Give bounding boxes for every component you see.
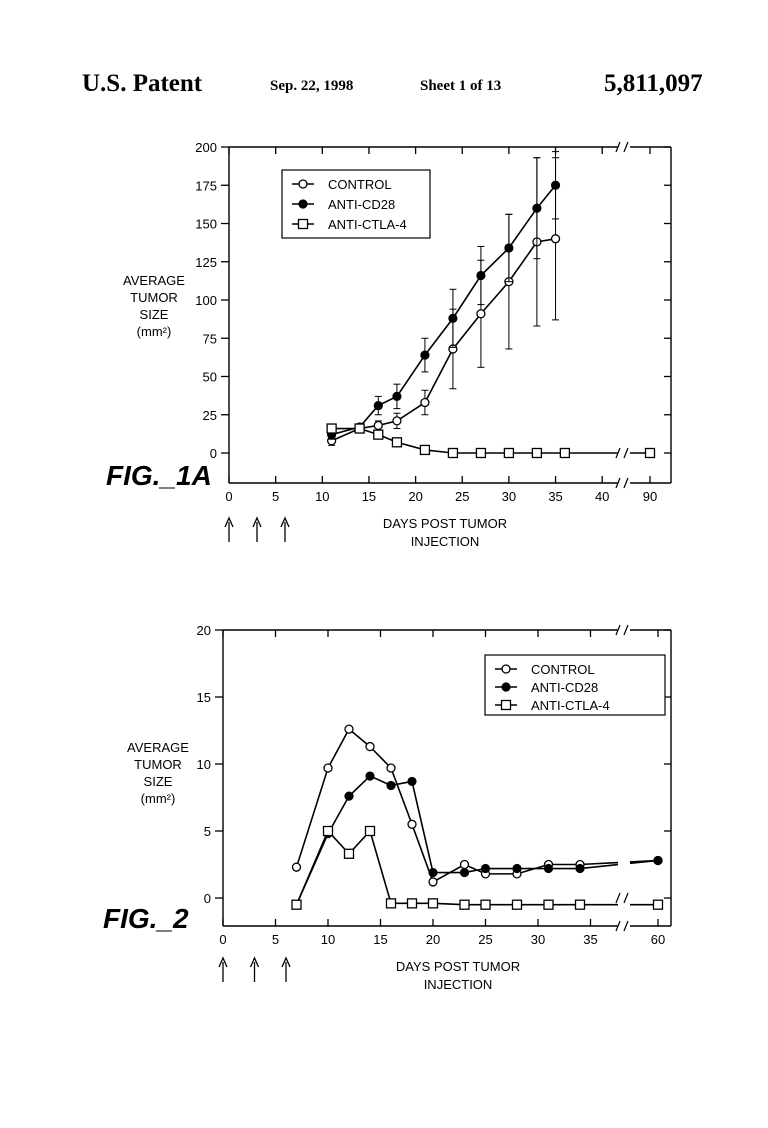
fig1-x-axis-label-line: DAYS POST TUMOR <box>382 516 508 531</box>
fig2-data-point-anti-cd28 <box>545 865 553 873</box>
fig1-axis-break-mark <box>616 142 628 152</box>
fig1-data-point-anti-ctla-4 <box>355 424 364 433</box>
fig1-data-point-anti-cd28 <box>374 402 382 410</box>
fig1-y-axis-label-line: SIZE <box>139 307 169 322</box>
fig2-y-tick-label: 15 <box>196 690 211 705</box>
fig1-x-tick-label: 90 <box>642 489 658 504</box>
fig1-x-tick-label: 20 <box>408 489 423 504</box>
fig1-data-point-anti-cd28 <box>477 272 485 280</box>
fig2-y-axis-label-line: TUMOR <box>134 757 182 772</box>
fig2-figure-label: FIG._2 <box>103 903 189 934</box>
fig2-y-tick-label: 10 <box>196 757 211 772</box>
fig1-legend-marker <box>299 220 308 229</box>
fig2-data-point-anti-ctla-4 <box>576 900 585 909</box>
fig2-y-tick-label: 0 <box>203 891 211 906</box>
fig2-data-point-anti-ctla-4 <box>481 900 490 909</box>
fig1-data-point-anti-ctla-4 <box>420 445 429 454</box>
fig2-data-point-anti-ctla-4 <box>429 899 438 908</box>
fig2-x-tick-label: 60 <box>650 932 666 947</box>
fig1-y-axis-label-line: TUMOR <box>130 290 178 305</box>
fig2-data-point-anti-cd28 <box>408 777 416 785</box>
fig1-x-tick-label: 5 <box>272 489 280 504</box>
fig2-x-tick-label: 20 <box>425 932 441 947</box>
fig2-series-line-anti-ctla-4 <box>297 831 659 905</box>
fig1-axis-break-mark <box>616 478 628 488</box>
fig2-legend-entry: CONTROL <box>531 662 595 677</box>
fig2-data-point-anti-cd28 <box>345 792 353 800</box>
fig2-series-line-control <box>297 729 659 882</box>
fig2-data-point-control <box>366 743 374 751</box>
fig2-x-tick-label: 15 <box>373 932 388 947</box>
fig1-data-point-anti-cd28 <box>393 392 401 400</box>
fig1-data-point-anti-cd28 <box>552 181 560 189</box>
fig1-legend-entry: CONTROL <box>328 177 392 192</box>
fig1-y-tick-label: 200 <box>195 140 217 155</box>
fig1-data-point-anti-ctla-4 <box>327 424 336 433</box>
fig2-legend-entry: ANTI-CTLA-4 <box>531 698 610 713</box>
fig2-x-axis-label-line: INJECTION <box>423 977 493 992</box>
fig1-y-tick-label: 175 <box>195 178 217 194</box>
fig2-data-point-anti-ctla-4 <box>544 900 553 909</box>
fig2-data-point-control <box>461 861 469 869</box>
fig2-data-point-anti-cd28 <box>482 865 490 873</box>
fig1-x-tick-label: 25 <box>455 489 470 504</box>
fig2-x-tick-label: 10 <box>320 932 336 947</box>
fig2-x-tick-label: 5 <box>271 932 280 947</box>
fig2-y-axis-label-line: AVERAGE <box>127 740 189 755</box>
fig2-y-tick-label: 20 <box>196 623 211 638</box>
fig2-data-point-anti-cd28 <box>654 856 662 864</box>
fig2-data-point-control <box>293 863 301 871</box>
fig1-series-line-control <box>332 239 556 441</box>
fig1-legend-entry: ANTI-CD28 <box>328 197 396 212</box>
fig2-legend-entry: ANTI-CD28 <box>531 680 599 695</box>
fig1-x-tick-label: 40 <box>594 489 610 504</box>
fig2-y-axis-label-line: SIZE <box>143 774 173 789</box>
fig1-y-tick-label: 150 <box>195 216 217 232</box>
fig1-x-tick-label: 10 <box>315 489 330 504</box>
fig1-data-point-control <box>393 417 401 425</box>
fig1-y-axis-label-line: AVERAGE <box>123 273 185 288</box>
fig2-data-point-control <box>429 878 437 886</box>
header-patent-number: 5,811,097 <box>604 70 703 97</box>
header-sheet: Sheet 1 of 13 <box>420 78 502 94</box>
fig1-y-tick-label: 50 <box>202 369 217 385</box>
fig1-data-point-control <box>552 235 560 243</box>
fig2-x-tick-label: 0 <box>219 932 227 947</box>
header-date: Sep. 22, 1998 <box>270 78 354 94</box>
fig1-y-tick-label: 75 <box>202 331 217 347</box>
fig1-figure-label: FIG._1A <box>106 460 212 491</box>
fig1-data-point-control <box>477 310 485 318</box>
fig1-legend-marker <box>299 180 307 188</box>
fig2-data-point-control <box>387 764 395 772</box>
fig1-y-tick-label: 125 <box>195 254 217 270</box>
fig1-legend-entry: ANTI-CTLA-4 <box>328 217 407 232</box>
fig1-data-point-anti-cd28 <box>533 204 541 212</box>
fig1-data-point-anti-ctla-4 <box>374 430 383 439</box>
fig2-data-point-anti-ctla-4 <box>324 827 333 836</box>
fig2-axis-break-mark <box>616 921 628 931</box>
fig2-data-point-anti-ctla-4 <box>460 900 469 909</box>
fig2-data-point-control <box>345 725 353 733</box>
fig2-data-point-anti-ctla-4 <box>654 900 663 909</box>
fig1-data-point-anti-cd28 <box>449 314 457 322</box>
fig2-data-point-anti-cd28 <box>366 772 374 780</box>
fig1-legend-marker <box>299 200 307 208</box>
fig1-data-point-anti-ctla-4 <box>504 449 513 458</box>
fig1-y-tick-label: 0 <box>209 446 217 461</box>
fig1-data-point-anti-cd28 <box>505 244 513 252</box>
fig1-data-point-anti-ctla-4 <box>532 449 541 458</box>
fig2-data-point-anti-ctla-4 <box>292 900 301 909</box>
fig1-x-tick-label: 0 <box>225 489 233 504</box>
fig2-data-point-anti-cd28 <box>461 869 469 877</box>
fig1-x-tick-label: 30 <box>501 489 517 504</box>
fig2-legend-marker <box>502 683 510 691</box>
fig1-data-point-anti-ctla-4 <box>448 449 457 458</box>
header-patent-label: U.S. Patent <box>82 70 203 97</box>
fig1-y-tick-label: 100 <box>195 293 217 308</box>
fig1-data-point-control <box>374 421 382 429</box>
fig1-data-point-anti-ctla-4 <box>392 438 401 447</box>
fig2-data-point-anti-cd28 <box>429 869 437 877</box>
fig2-data-point-anti-cd28 <box>513 865 521 873</box>
fig2-x-axis-label-line: DAYS POST TUMOR <box>395 959 521 974</box>
fig1-data-point-anti-ctla-4 <box>476 449 485 458</box>
fig2-series-break-mark <box>616 893 628 903</box>
fig2-x-tick-label: 35 <box>583 932 598 947</box>
fig2-data-point-anti-ctla-4 <box>345 849 354 858</box>
fig1-data-point-anti-ctla-4 <box>646 449 655 458</box>
fig2-data-point-anti-ctla-4 <box>387 899 396 908</box>
fig2-data-point-control <box>324 764 332 772</box>
fig2-y-axis-unit: (mm²) <box>140 791 176 806</box>
fig2-data-point-anti-ctla-4 <box>408 899 417 908</box>
fig2-legend-marker <box>502 665 510 673</box>
fig2-data-point-anti-ctla-4 <box>513 900 522 909</box>
fig2-axis-break-mark <box>616 625 628 635</box>
fig1-data-point-anti-cd28 <box>421 351 429 359</box>
fig2-data-point-anti-ctla-4 <box>366 827 375 836</box>
fig2-data-point-control <box>408 820 416 828</box>
fig2-legend-marker <box>502 701 511 710</box>
fig2-data-point-anti-cd28 <box>576 865 584 873</box>
fig2-data-point-anti-cd28 <box>387 781 395 789</box>
fig2-x-tick-label: 25 <box>478 932 493 947</box>
fig2-y-tick-label: 5 <box>203 824 211 839</box>
fig1-x-axis-label-line: INJECTION <box>410 534 480 549</box>
fig1-y-tick-label: 25 <box>202 407 217 423</box>
fig1-data-point-control <box>421 399 429 407</box>
fig1-x-tick-label: 35 <box>548 489 563 504</box>
fig1-x-tick-label: 15 <box>361 489 377 504</box>
fig2-x-tick-label: 30 <box>530 932 546 947</box>
fig1-y-axis-unit: (mm²) <box>136 324 172 339</box>
fig1-data-point-anti-ctla-4 <box>560 449 569 458</box>
